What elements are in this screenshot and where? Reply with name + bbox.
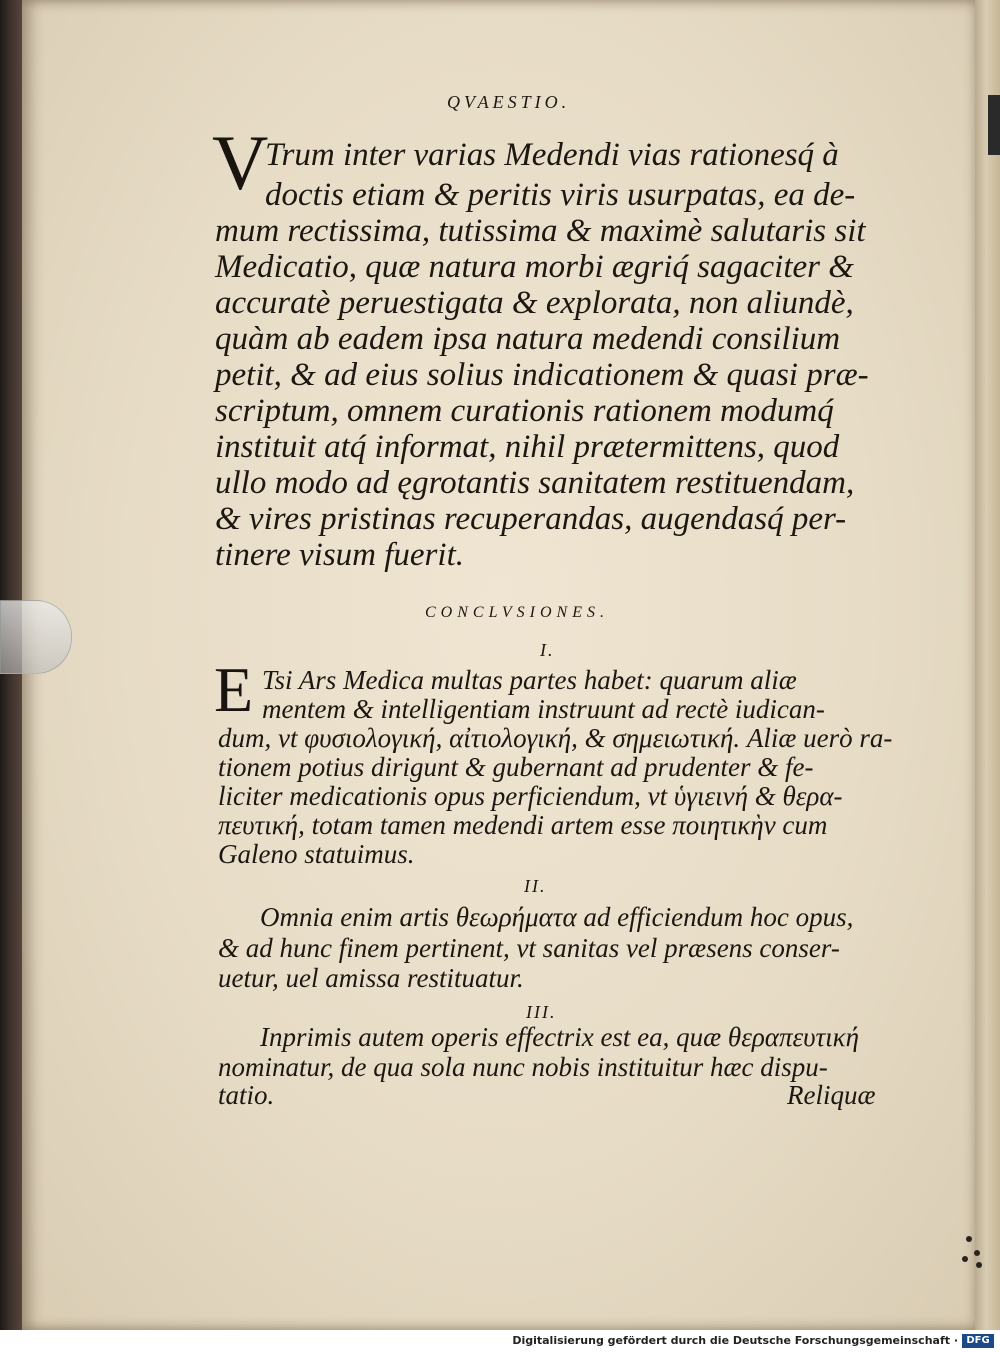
catchword: Reliquæ xyxy=(787,1080,876,1110)
edge-mark xyxy=(988,95,1000,155)
question-line: tinere visum fuerit. xyxy=(215,537,464,573)
question-line: Medicatio, quæ natura morbi ægriq́ sagaciter & xyxy=(215,249,854,285)
question-line: ullo modo ad ęgrotantis sanitatem restituendam, xyxy=(215,465,855,501)
conclusion-line: nominatur, de qua sola nunc nobis instituitur hæc dispu- xyxy=(218,1052,828,1082)
question-heading: QVAESTIO. xyxy=(447,92,571,112)
conclusion-line: Galeno statuimus. xyxy=(218,839,415,869)
conclusion-line: dum, vt φυσιολογική, αἰτιολογική, & σημειωτική. Aliæ uerò ra- xyxy=(218,723,893,753)
conclusion-line: uetur, uel amissa restituatur. xyxy=(218,963,524,993)
question-line: petit, & ad eius solius indicationem & quasi præ- xyxy=(215,357,869,393)
conclusion-line: mentem & intelligentiam instruunt ad rectè iudican- xyxy=(262,694,825,724)
question-line: accuratè peruestigata & explorata, non aliundè, xyxy=(215,285,854,321)
dfg-logo: DFG xyxy=(962,1334,994,1348)
conclusions-heading: CONCLVSIONES. xyxy=(425,604,609,621)
conclusion-line: Inprimis autem operis effectrix est ea, quæ θεραπευτική xyxy=(260,1022,860,1052)
question-line: Trum inter varias Medendi vias rationesq́ à xyxy=(265,137,839,173)
conclusion-number: III. xyxy=(526,1002,557,1022)
conclusion-line: & ad hunc finem pertinent, vt sanitas vel præsens conser- xyxy=(218,933,840,963)
conclusion-number: II. xyxy=(524,876,547,896)
conclusion-line: tatio. xyxy=(218,1080,275,1110)
conclusion-number: I. xyxy=(540,640,555,660)
question-line: scriptum, omnem curationis rationem modumq́ xyxy=(215,393,834,429)
conclusion-line: Tsi Ars Medica multas partes habet: quarum aliæ xyxy=(262,665,797,695)
page-edge xyxy=(975,0,1000,1330)
conclusion-dropcap: E xyxy=(214,654,254,725)
conclusion-line: Omnia enim artis θεωρήματα ad efficiendum hoc opus, xyxy=(260,902,854,932)
question-line: & vires pristinas recuperandas, augendasq́ per- xyxy=(215,501,847,537)
question-dropcap: V xyxy=(212,119,269,206)
conclusion-line: tionem potius dirigunt & gubernant ad prudenter & fe- xyxy=(218,752,814,782)
conclusion-line: liciter medicationis opus perficiendum, vt ὑγιεινή & θερα- xyxy=(218,781,843,811)
question-line: instituit atq́ informat, nihil prætermittens, quod xyxy=(215,429,840,465)
page-clip xyxy=(0,600,72,674)
question-line: mum rectissima, tutissima & maximè salutaris sit xyxy=(215,213,866,249)
conclusion-line: πευτική, totam tamen medendi artem esse ποιητικὴν cum xyxy=(218,810,828,840)
footer-credit: Digitalisierung gefördert durch die Deutsche Forschungsgemeinschaft · xyxy=(512,1334,958,1347)
question-line: doctis etiam & peritis viris usurpatas, ea de- xyxy=(265,177,856,213)
question-line: quàm ab eadem ipsa natura medendi consilium xyxy=(215,321,841,357)
